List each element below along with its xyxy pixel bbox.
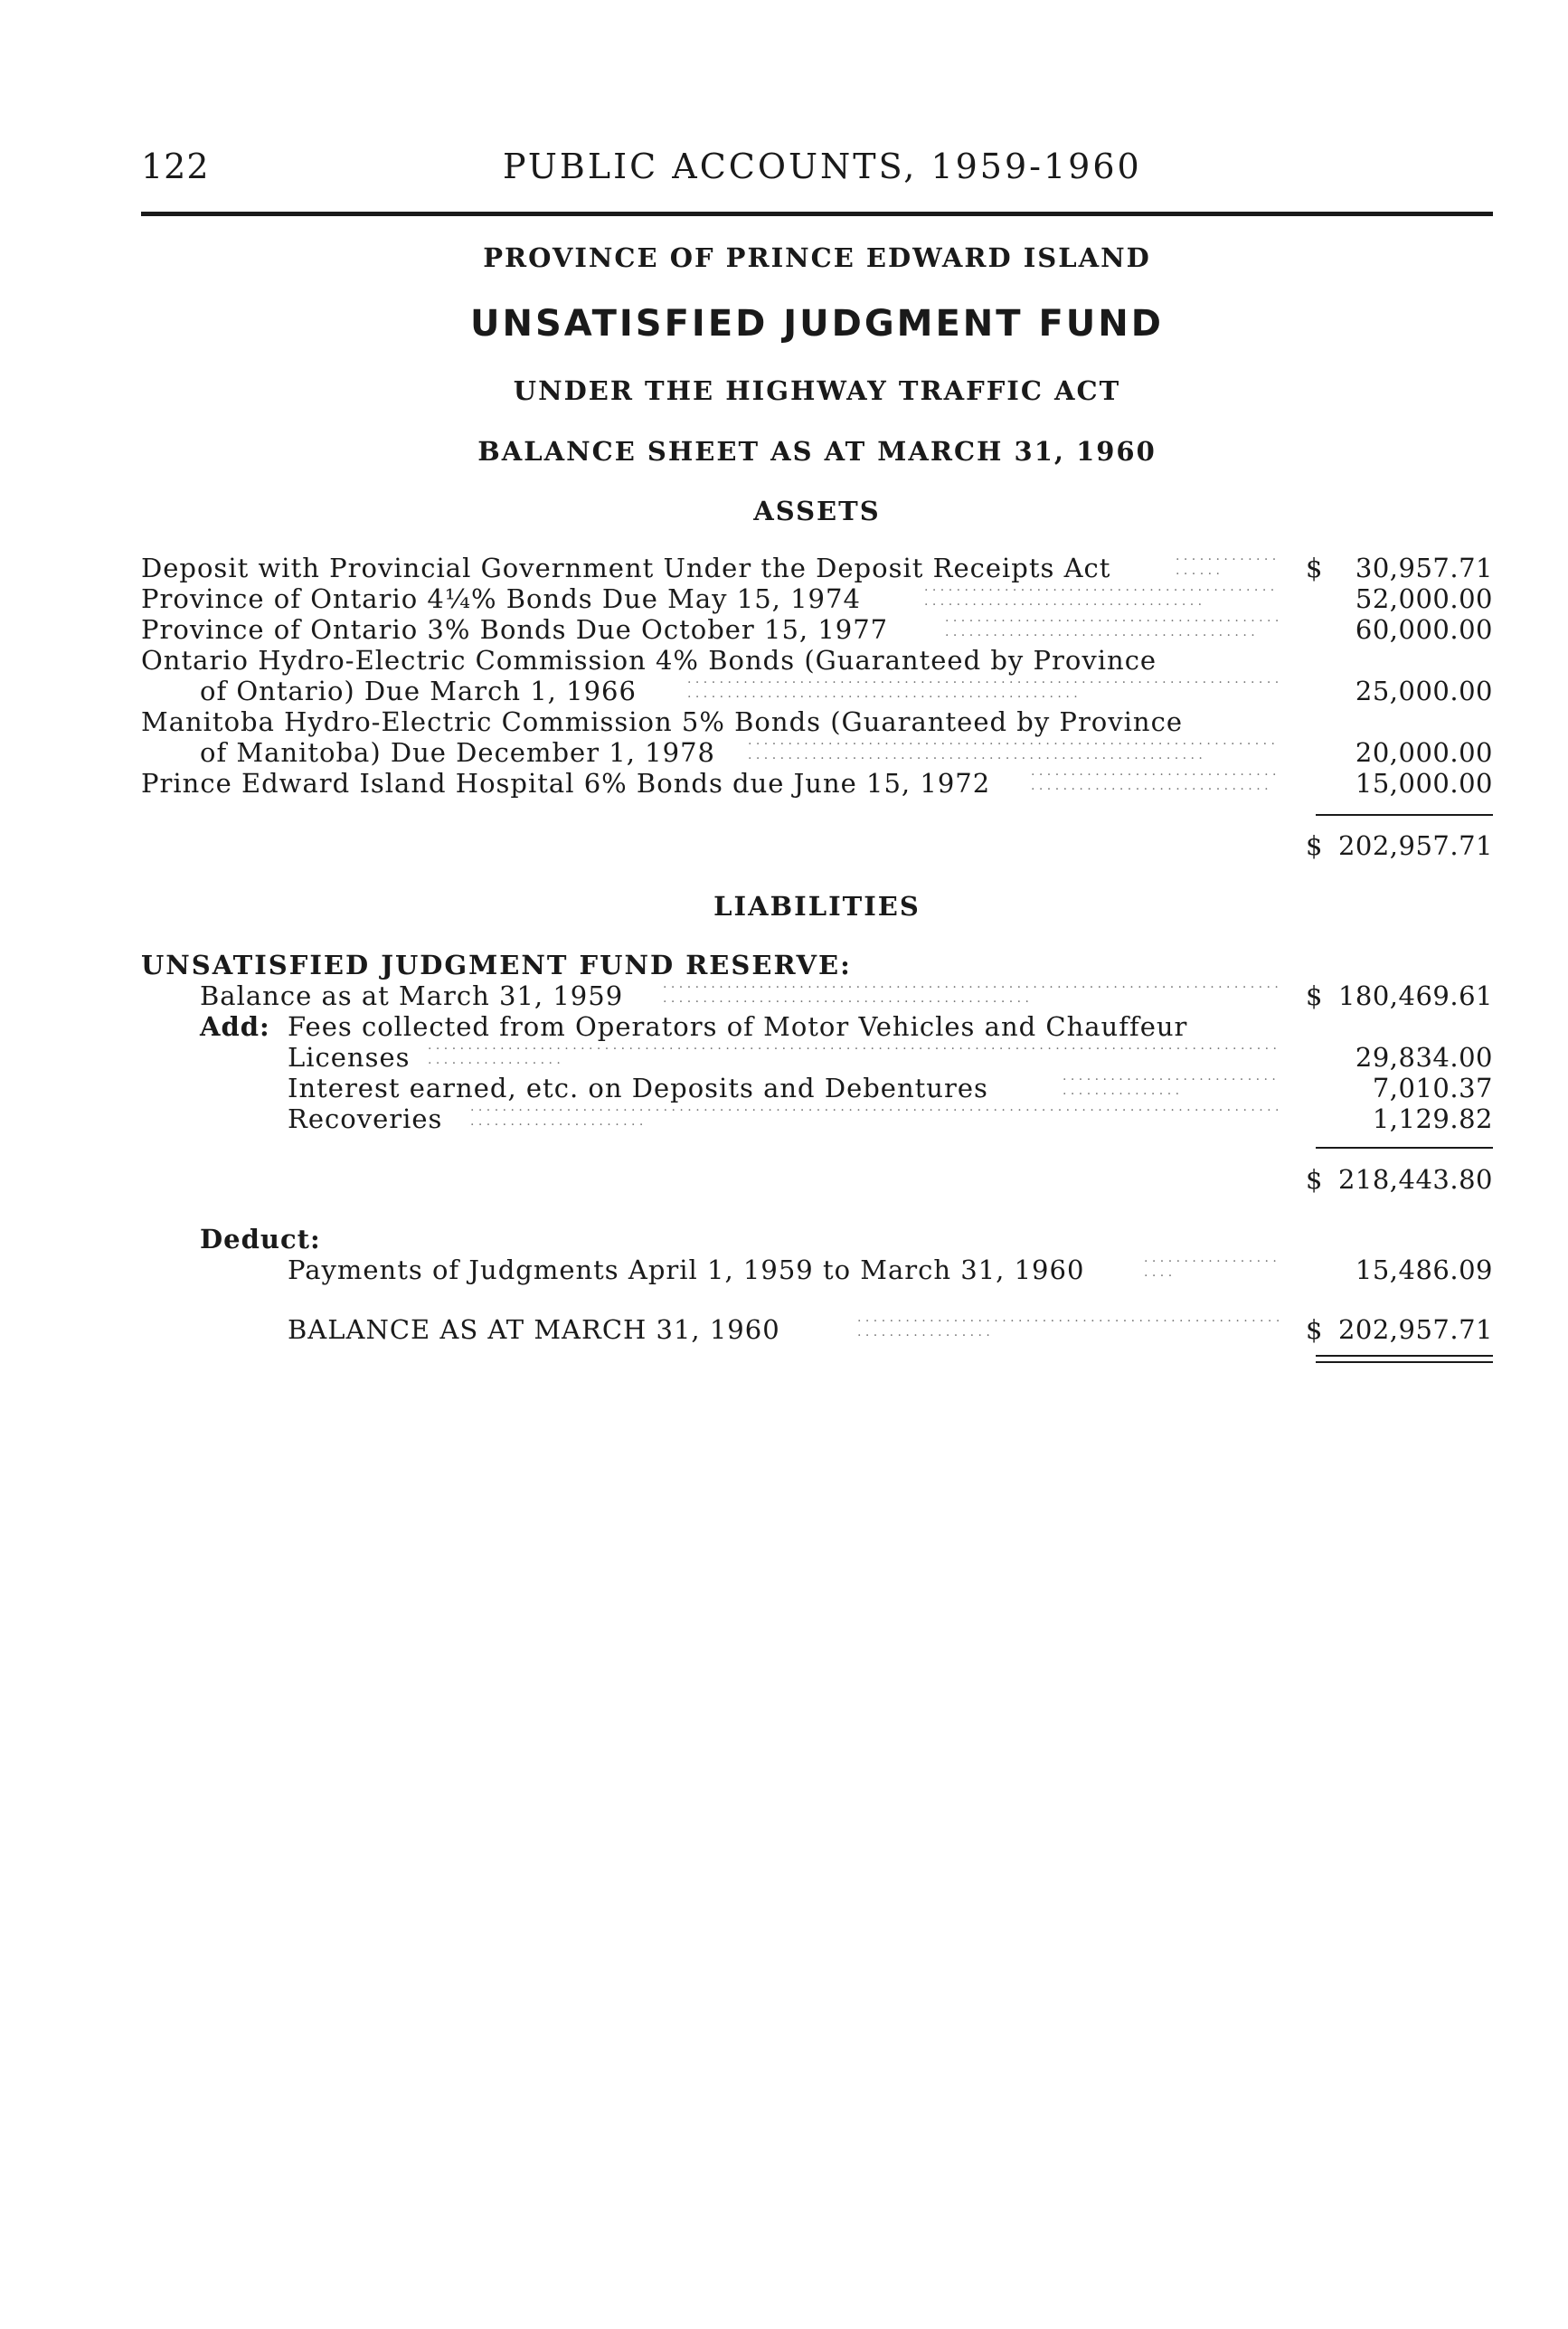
leader-dots — [1144, 1254, 1280, 1285]
assets-total: 202,957.71 — [1337, 830, 1493, 861]
subtotal-amount: 218,443.80 — [1337, 1164, 1493, 1195]
asset-amount: 25,000.00 — [1355, 676, 1493, 706]
deduct-label: Deduct: — [200, 1224, 321, 1254]
final-balance-amount: 202,957.71 — [1337, 1314, 1493, 1345]
deduct-item-label: Payments of Judgments April 1, 1959 to March 31, 1960 — [288, 1254, 1085, 1285]
add-label: Add: — [200, 1011, 270, 1042]
leader-dots — [945, 614, 1280, 645]
leader-dots — [1176, 553, 1280, 583]
asset-line: Province of Ontario 4¼% Bonds Due May 15, 1974 — [141, 583, 861, 614]
province-title: PROVINCE OF PRINCE EDWARD ISLAND — [483, 242, 1151, 273]
leader-dots — [748, 737, 1280, 768]
double-rule-bottom — [1316, 1361, 1493, 1363]
add-item-line: Recoveries — [288, 1103, 443, 1134]
add-item-line: Licenses — [288, 1042, 411, 1073]
asset-amount: 30,957.71 — [1355, 553, 1493, 583]
final-balance-label: BALANCE AS AT MARCH 31, 1960 — [288, 1314, 780, 1345]
add-item-line: Fees collected from Operators of Motor Vehicles and Chauffeur — [288, 1011, 1188, 1042]
asset-line: Manitoba Hydro-Electric Commission 5% Bonds (Guaranteed by Province — [141, 706, 1184, 737]
asset-line: of Manitoba) Due December 1, 1978 — [200, 737, 715, 768]
asset-line: Province of Ontario 3% Bonds Due October 15, 1977 — [141, 614, 889, 645]
leader-dots — [924, 583, 1280, 614]
fund-title: UNSATISFIED JUDGMENT FUND — [470, 303, 1164, 345]
balance-label: Balance as at March 31, 1959 — [200, 980, 624, 1011]
asset-amount: 60,000.00 — [1355, 614, 1493, 645]
currency-symbol: $ — [1306, 1314, 1323, 1345]
currency-symbol: $ — [1306, 1164, 1323, 1195]
leader-dots — [428, 1042, 1280, 1073]
double-rule-top — [1316, 1355, 1493, 1357]
asset-line: Prince Edward Island Hospital 6% Bonds due June 15, 1972 — [141, 768, 991, 799]
liabilities-heading: LIABILITIES — [713, 891, 921, 922]
page-number: 122 — [141, 147, 210, 186]
balance-amount: 180,469.61 — [1337, 980, 1493, 1011]
leader-dots — [857, 1314, 1280, 1345]
publication-title: PUBLIC ACCOUNTS, 1959-1960 — [503, 147, 1142, 186]
deduct-item-amount: 15,486.09 — [1355, 1254, 1493, 1285]
asset-amount: 52,000.00 — [1355, 583, 1493, 614]
currency-symbol: $ — [1306, 553, 1323, 583]
asset-line: of Ontario) Due March 1, 1966 — [200, 676, 637, 706]
leader-dots — [470, 1103, 1280, 1134]
asset-amount: 20,000.00 — [1355, 737, 1493, 768]
leader-dots — [663, 980, 1280, 1011]
asset-amount: 15,000.00 — [1355, 768, 1493, 799]
leader-dots — [1031, 768, 1280, 799]
subtotal-rule — [1316, 1147, 1493, 1149]
reserve-heading: UNSATISFIED JUDGMENT FUND RESERVE: — [141, 950, 852, 980]
total-rule — [1316, 814, 1493, 816]
add-item-amount: 29,834.00 — [1355, 1042, 1493, 1073]
act-title: UNDER THE HIGHWAY TRAFFIC ACT — [513, 375, 1121, 406]
currency-symbol: $ — [1306, 830, 1323, 861]
page-header — [141, 147, 1493, 192]
asset-line: Deposit with Provincial Government Under the Deposit Receipts Act — [141, 553, 1111, 583]
leader-dots — [687, 676, 1280, 706]
header-rule — [141, 212, 1493, 216]
asset-line: Ontario Hydro-Electric Commission 4% Bonds (Guaranteed by Province — [141, 645, 1157, 676]
add-item-amount: 1,129.82 — [1372, 1103, 1493, 1134]
add-item-line: Interest earned, etc. on Deposits and Debentures — [288, 1073, 988, 1103]
sheet-title: BALANCE SHEET AS AT MARCH 31, 1960 — [477, 436, 1157, 467]
add-item-amount: 7,010.37 — [1372, 1073, 1493, 1103]
currency-symbol: $ — [1306, 980, 1323, 1011]
leader-dots — [1063, 1073, 1280, 1103]
assets-heading: ASSETS — [753, 496, 881, 526]
